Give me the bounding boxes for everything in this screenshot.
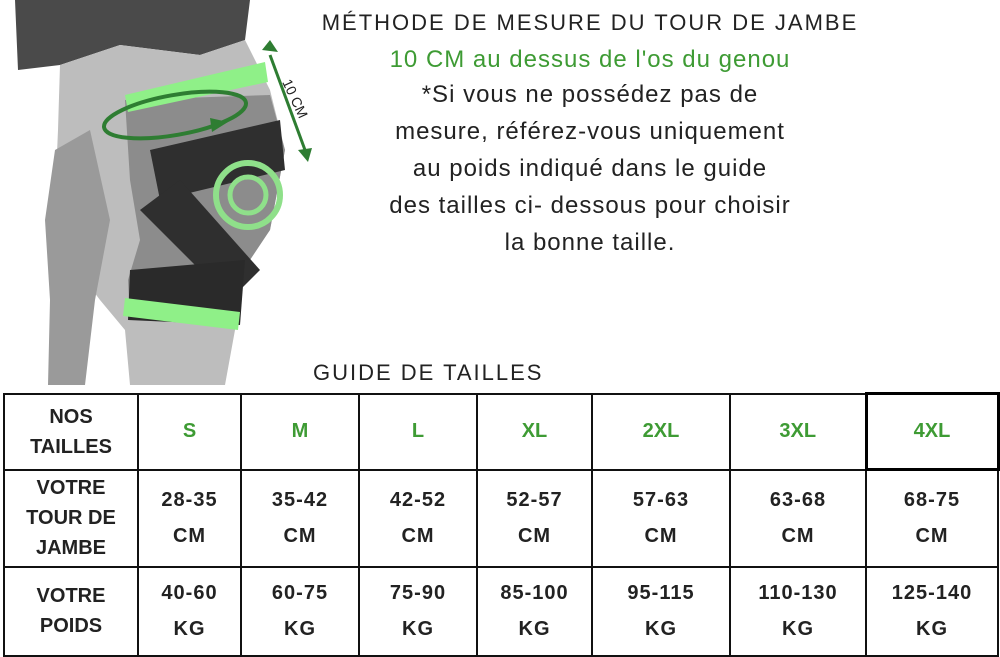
circumference-cell: 42-52 CM [359,470,477,567]
weight-cell: 60-75 KG [241,567,359,656]
weight-cell: 40-60 KG [138,567,241,656]
size-cell: M [241,394,359,470]
measurement-highlight: 10 CM au dessus de l'os du genou [389,46,791,73]
size-cell: XL [477,394,592,470]
table-row [4,470,998,567]
measurement-instructions [270,10,910,261]
row-label-sizes: NOS TAILLES [4,394,138,470]
size-cell: S [138,394,241,470]
note-line: mesure, référez-vous uniquement [395,118,785,145]
circumference-cell: 68-75 CM [866,470,998,567]
circumference-cell: 28-35 CM [138,470,241,567]
size-cell: 2XL [592,394,730,470]
weight-cell: 95-115 KG [592,567,730,656]
note-line: *Si vous ne possédez pas de [421,81,759,108]
size-guide-title: GUIDE DE TAILLES [313,360,544,385]
svg-text:10 CM: 10 CM [279,76,312,121]
size-cell: 4XL [866,394,998,470]
measurement-note [270,76,910,261]
weight-cell: 85-100 KG [477,567,592,656]
weight-cell: 125-140 KG [866,567,998,656]
row-label-leg-circumference: VOTRE TOUR DE JAMBE [4,470,138,567]
note-line: la bonne taille. [504,229,676,256]
circumference-cell: 35-42 CM [241,470,359,567]
size-cell: 3XL [730,394,866,470]
weight-cell: 75-90 KG [359,567,477,656]
size-cell: L [359,394,477,470]
table-row [4,567,998,656]
table-row [4,394,998,470]
row-label-weight: VOTRE POIDS [4,567,138,656]
note-line: des tailles ci- dessous pour choisir [389,192,791,219]
measurement-heading: MÉTHODE DE MESURE DU TOUR DE JAMBE [321,10,859,35]
size-guide-table [3,392,1000,657]
note-line: au poids indiqué dans le guide [412,155,768,182]
circumference-cell: 63-68 CM [730,470,866,567]
weight-cell: 110-130 KG [730,567,866,656]
circumference-cell: 52-57 CM [477,470,592,567]
circumference-cell: 57-63 CM [592,470,730,567]
